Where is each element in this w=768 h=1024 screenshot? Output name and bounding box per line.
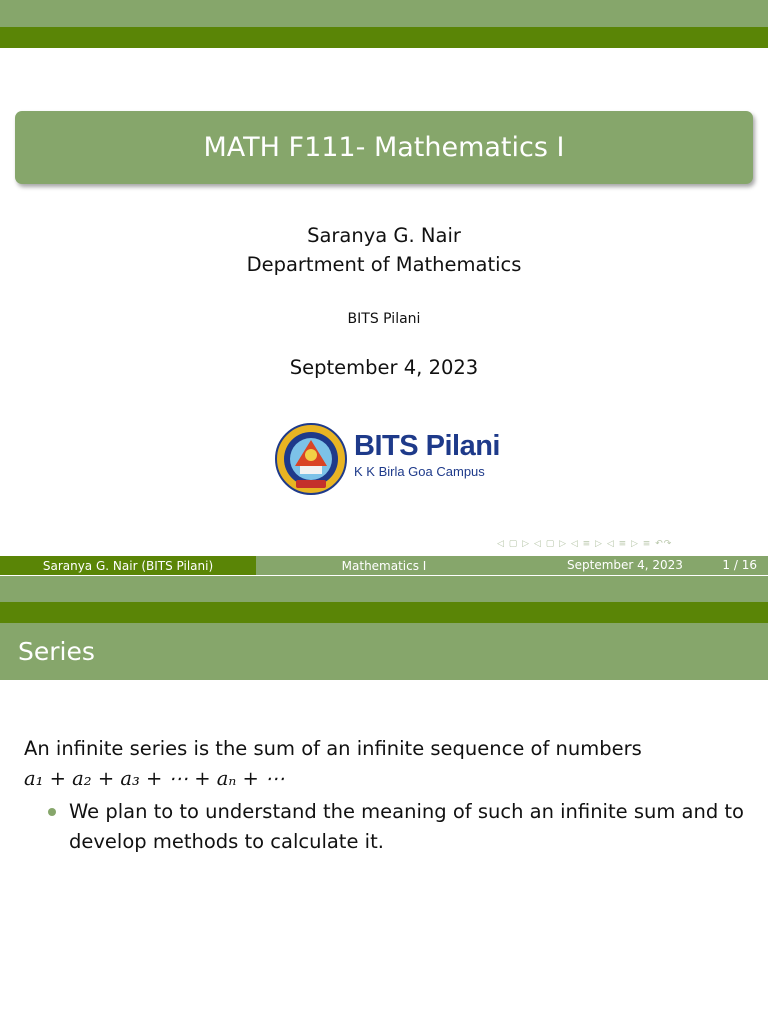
series-formula: a₁ + a₂ + a₃ + ⋯ + aₙ + ⋯ [24, 767, 285, 790]
bullet-line-1: We plan to to understand the meaning of such an infinite sum and to [69, 800, 744, 823]
intro-text: An infinite series is the sum of an infinite sequence of numbers [24, 737, 642, 760]
presentation-date: September 4, 2023 [289, 356, 479, 379]
header-band-dark [0, 602, 768, 623]
bullet-line-2: develop methods to calculate it. [69, 830, 384, 853]
beamer-navigation-symbols[interactable]: ◁ ▢ ▷ ◁ ▢ ▷ ◁ ≡ ▷ ◁ ≡ ▷ ≡ ↶↷ [497, 539, 673, 549]
bullet-icon [48, 808, 56, 816]
footer-right [512, 556, 768, 575]
footline [0, 556, 768, 575]
institute: BITS Pilani [347, 311, 421, 327]
logo-name: BITS Pilani [354, 430, 500, 462]
frame-title: Series [18, 637, 95, 666]
footer-page-number: 1 / 16 [722, 558, 757, 572]
title-box [15, 111, 753, 184]
presentation-title: MATH F111- Mathematics I [203, 132, 565, 163]
footer-author: Saranya G. Nair (BITS Pilani) [0, 556, 256, 575]
author-name: Saranya G. Nair [307, 224, 461, 247]
footer-date: September 4, 2023 [567, 558, 683, 572]
bits-pilani-logo [274, 422, 500, 496]
header-band-light [0, 576, 768, 602]
frame-title-bar [0, 623, 768, 680]
header-band-light [0, 0, 768, 27]
header-band-dark [0, 27, 768, 48]
bits-pilani-emblem-icon [274, 422, 348, 496]
logo-campus: K K Birla Goa Campus [354, 464, 485, 479]
series-slide [0, 576, 768, 1024]
footer-title: Mathematics I [256, 556, 512, 575]
department: Department of Mathematics [246, 253, 522, 276]
